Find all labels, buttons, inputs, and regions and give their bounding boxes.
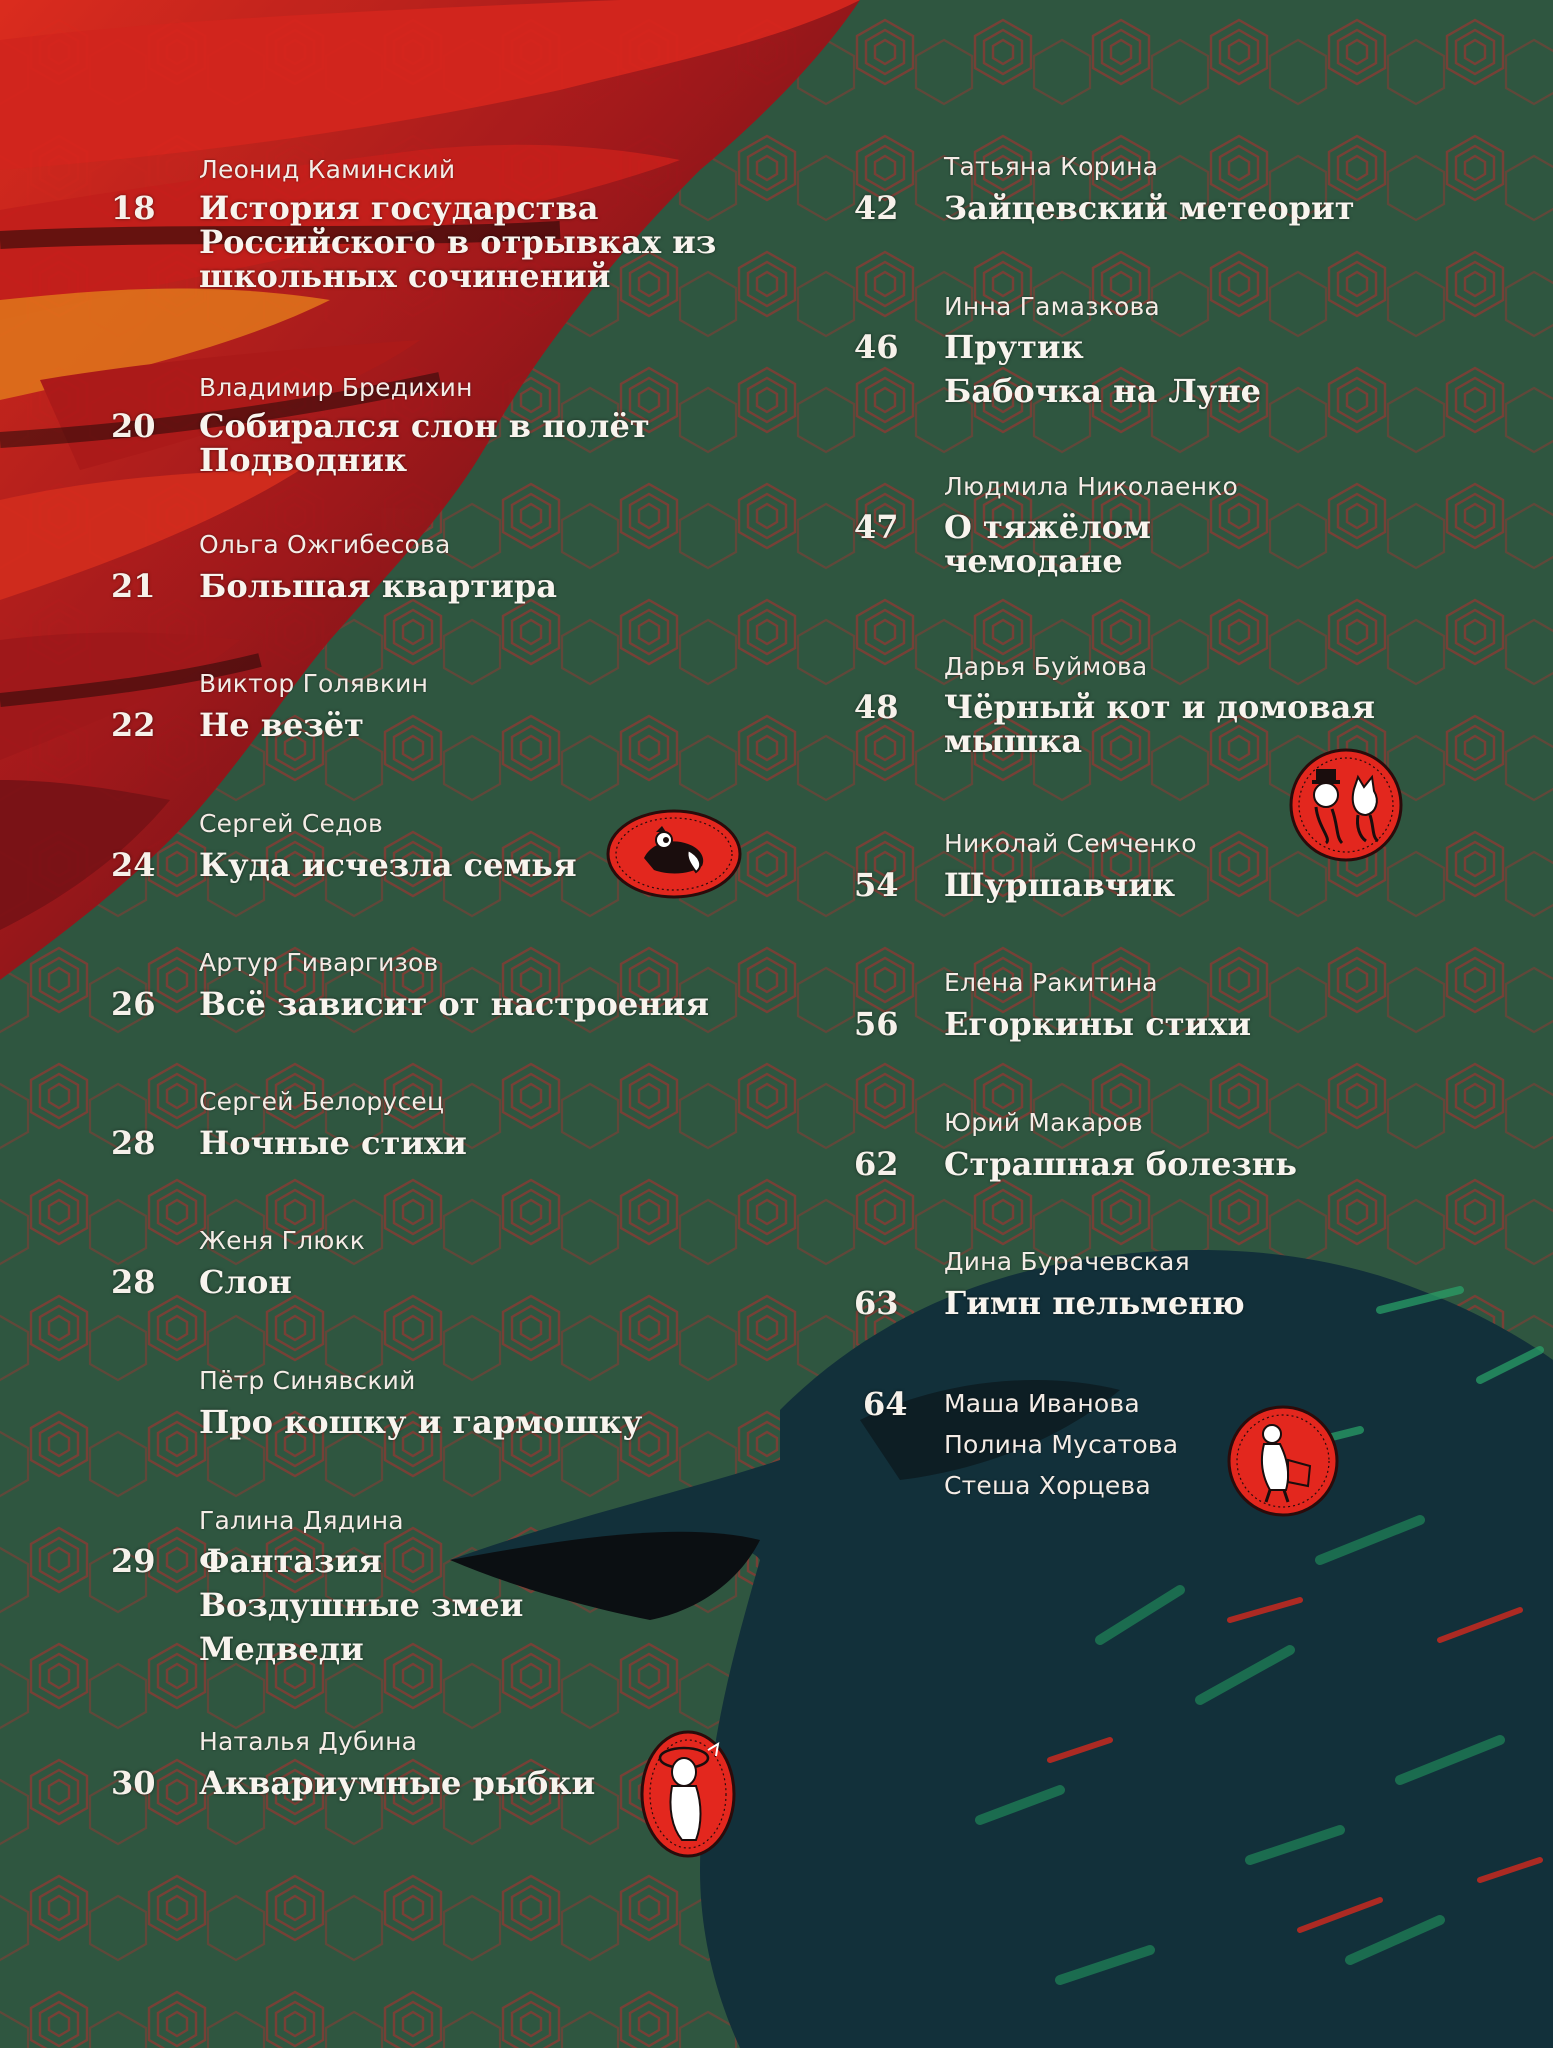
entry-page-number: 30 bbox=[111, 1764, 156, 1802]
entry-author: Юрий Макаров bbox=[944, 1108, 1143, 1137]
entry-author: Виктор Голявкин bbox=[199, 669, 429, 698]
entry-title: Егоркины стихи bbox=[944, 1005, 1252, 1043]
entry-title: Прутик bbox=[944, 328, 1084, 366]
entry-author: Дарья Буймова bbox=[944, 652, 1148, 681]
entry-title: Ночные стихи bbox=[199, 1124, 467, 1162]
entry-page-number: 28 bbox=[111, 1124, 156, 1162]
entry-title: Фантазия bbox=[199, 1542, 382, 1580]
entry-page-number: 56 bbox=[854, 1005, 899, 1043]
entry-title: Про кошку и гармошку bbox=[199, 1403, 643, 1441]
entry-page-number: 22 bbox=[111, 706, 156, 744]
entry-page-number: 29 bbox=[111, 1542, 156, 1580]
entry-author: Леонид Каминский bbox=[199, 155, 456, 184]
character-stamp-icon bbox=[638, 1728, 738, 1860]
entry-author: Женя Глюкк bbox=[199, 1226, 366, 1255]
bird-stamp-icon bbox=[604, 806, 744, 902]
entry-title: О тяжёлом bbox=[944, 508, 1151, 546]
entry-title: Не везёт bbox=[199, 706, 364, 744]
entry-title: Собирался слон в полёт bbox=[199, 407, 650, 445]
entry-title: школьных сочинений bbox=[199, 257, 611, 295]
entry-page-number: 47 bbox=[854, 508, 899, 546]
entry-title: Чёрный кот и домовая bbox=[944, 688, 1376, 726]
entry-title: мышка bbox=[944, 722, 1083, 760]
entry-title: Медведи bbox=[199, 1630, 364, 1668]
entry-author: Сергей Белорусец bbox=[199, 1087, 445, 1116]
entry-title: Российского в отрывках из bbox=[199, 223, 717, 261]
figure-stamp-icon bbox=[1226, 1404, 1340, 1518]
entry-page-number: 46 bbox=[854, 328, 899, 366]
entry-page-number: 20 bbox=[111, 407, 156, 445]
entry-page-number: 24 bbox=[111, 846, 156, 884]
entry-title: Куда исчезла семья bbox=[199, 846, 577, 884]
entry-title: чемодане bbox=[944, 542, 1123, 580]
entry-page-number: 64 bbox=[863, 1385, 908, 1423]
entry-title: Аквариумные рыбки bbox=[199, 1764, 596, 1802]
entry-page-number: 21 bbox=[111, 567, 156, 605]
entry-author: Галина Дядина bbox=[199, 1506, 404, 1535]
entry-title: Воздушные змеи bbox=[199, 1586, 524, 1624]
entry-author: Маша Иванова bbox=[944, 1389, 1140, 1418]
entry-author: Артур Гиваргизов bbox=[199, 948, 439, 977]
entry-author: Сергей Седов bbox=[199, 809, 383, 838]
entry-page-number: 48 bbox=[854, 688, 899, 726]
entry-author: Владимир Бредихин bbox=[199, 373, 473, 402]
entry-page-number: 63 bbox=[854, 1284, 899, 1322]
entry-title: Шуршавчик bbox=[944, 866, 1176, 904]
entry-author: Дина Бурачевская bbox=[944, 1247, 1190, 1276]
entry-page-number: 18 bbox=[111, 189, 156, 227]
entry-author: Ольга Ожгибесова bbox=[199, 530, 451, 559]
entry-title: Гимн пельменю bbox=[944, 1284, 1245, 1322]
entry-title: Зайцевский метеорит bbox=[944, 189, 1355, 227]
entry-author: Людмила Николаенко bbox=[944, 472, 1238, 501]
entry-title: Слон bbox=[199, 1263, 292, 1301]
entry-title: Бабочка на Луне bbox=[944, 372, 1262, 410]
entry-author: Елена Ракитина bbox=[944, 968, 1158, 997]
entry-author: Пётр Синявский bbox=[199, 1366, 416, 1395]
entry-title: Большая квартира bbox=[199, 567, 557, 605]
entry-title: Подводник bbox=[199, 441, 408, 479]
entry-page-number: 54 bbox=[854, 866, 899, 904]
entry-author: Татьяна Корина bbox=[944, 152, 1159, 181]
entry-page-number: 62 bbox=[854, 1145, 899, 1183]
entry-author: Полина Мусатова bbox=[944, 1430, 1179, 1459]
entry-author: Стеша Хорцева bbox=[944, 1471, 1151, 1500]
entry-page-number: 42 bbox=[854, 189, 899, 227]
entry-title: История государства bbox=[199, 189, 599, 227]
entry-author: Инна Гамазкова bbox=[944, 292, 1160, 321]
entry-title: Страшная болезнь bbox=[944, 1145, 1297, 1183]
entry-page-number: 28 bbox=[111, 1263, 156, 1301]
entry-page-number: 26 bbox=[111, 985, 156, 1023]
entry-title: Всё зависит от настроения bbox=[199, 985, 709, 1023]
entry-author: Наталья Дубина bbox=[199, 1727, 418, 1756]
entry-author: Николай Семченко bbox=[944, 829, 1197, 858]
cats-stamp-icon bbox=[1288, 747, 1404, 863]
